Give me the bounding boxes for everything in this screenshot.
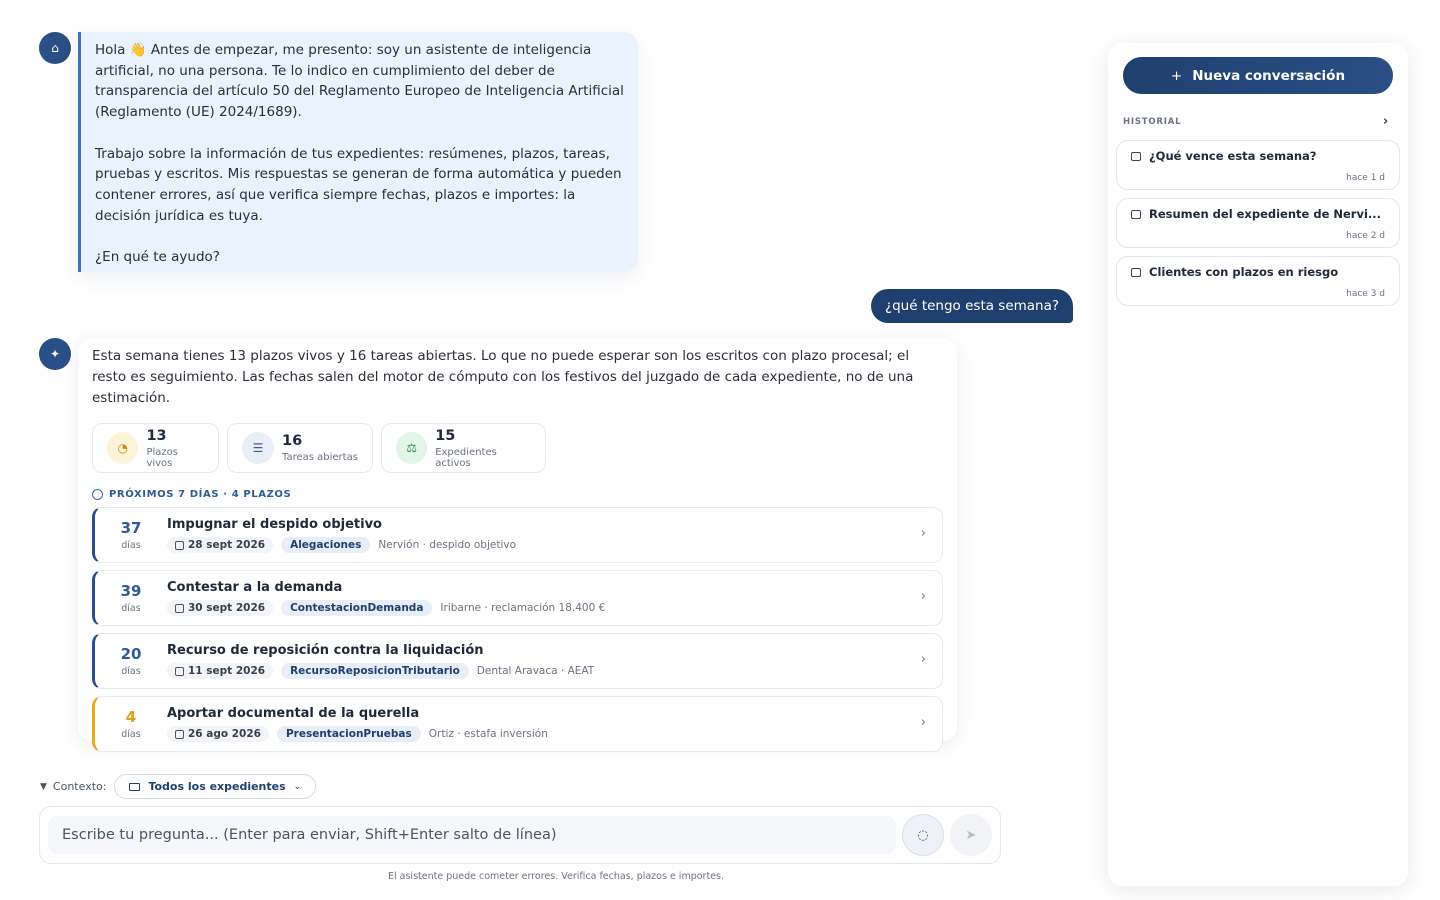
gavel-icon: ⚖ [396,432,427,464]
stat-value: 16 [282,433,303,449]
stats-row [92,423,943,473]
history-item-time: hace 1 d [1346,173,1385,183]
deadline-row[interactable] [92,633,943,689]
deadline-client: Iribarne · reclamación 18.400 € [440,602,606,614]
chat-bubble-icon [1131,152,1141,161]
chevron-right-icon[interactable]: › [920,526,926,541]
stat-value: 15 [435,427,456,444]
assistant-answer [78,338,957,741]
deadline-date [167,537,273,553]
history-item-title: Resumen del expediente de Nervi... [1149,207,1382,221]
deadline-days [95,646,167,677]
clock-icon [92,489,103,500]
send-button[interactable] [950,814,992,856]
context-select[interactable] [114,774,316,799]
new-conversation-label: Nueva conversación [1192,67,1346,84]
deadline-days-number: 37 [120,518,142,537]
deadline-days [95,520,167,551]
sparkle-icon: ✦ [49,347,61,361]
deadline-date-label: 11 sept 2026 [188,665,266,677]
context-bar [40,774,316,799]
deadline-title: Impugnar el despido objetivo [167,517,382,532]
deadline-days-unit: días [121,665,141,677]
plus-icon: + [1170,67,1183,84]
chat-bubble-icon [1131,268,1141,277]
new-conversation-button[interactable] [1123,57,1393,94]
calendar-icon [175,604,184,613]
deadline-days-number: 20 [120,644,142,663]
composer [39,806,1001,864]
deadline-client: Dental Aravaca · AEAT [476,665,595,677]
deadline-days-number: 4 [125,707,137,726]
chevron-right-icon[interactable]: › [920,589,926,604]
history-title: HISTORIAL [1123,116,1182,127]
deadline-date [167,600,273,616]
chevron-down-icon: ⌄ [293,781,302,792]
assistant-avatar [39,338,71,370]
folder-icon [129,783,140,791]
deadline-date-label: 30 sept 2026 [188,602,266,614]
deadline-date-label: 28 sept 2026 [188,539,266,551]
filter-icon: ▼ [40,781,47,792]
deadline-days [95,583,167,614]
deadline-type-badge: Alegaciones [281,537,370,553]
question-input[interactable]: Escribe tu pregunta... (Enter para enviar, Shift+Enter salto de línea) [48,816,896,854]
deadline-date [167,726,269,742]
deadline-days-number: 39 [120,581,142,600]
history-item[interactable] [1116,140,1400,190]
deadline-client: Nervión · despido objetivo [378,539,517,551]
deadline-row[interactable] [92,696,943,752]
deadline-type-badge: ContestacionDemanda [281,600,432,616]
history-item[interactable] [1116,198,1400,248]
deadline-title: Aportar documental de la querella [167,706,420,721]
history-sidebar [1108,43,1408,886]
deadline-title: Contestar a la demanda [167,580,343,595]
deadline-type-badge: RecursoReposicionTributario [281,663,469,679]
calendar-icon [175,667,184,676]
intro-paragraph: Hola 👋 Antes de empezar, me presento: soy un asistente de inteligencia artificial, no una persona. Te lo indico en cumplimiento del deber de transparencia del artículo 50 del Reglamento Europeo de Inteligencia Artificial (Reglamento (UE) 2024/1689). [95,42,624,121]
upcoming-heading-label: PRÓXIMOS 7 DÍAS · 4 PLAZOS [109,489,292,500]
bot-icon: ⌂ [51,41,59,55]
disclaimer: El asistente puede cometer errores. Verifica fechas, plazos e importes. [388,871,724,882]
answer-lead: Esta semana tienes 13 plazos vivos y 16 tareas abiertas. Lo que no puede esperar son los escritos con plazo procesal; el resto es seguimiento. Las fechas salen del motor de cómputo con los festivos del juzgado de cada expediente, no de una estimación. [92,348,914,406]
timer-icon: ◔ [107,432,138,464]
deadline-days [95,709,167,740]
deadline-title: Recurso de reposición contra la liquidación [167,643,484,658]
checklist-icon: ☰ [242,432,274,464]
history-item-title: ¿Qué vence esta semana? [1149,149,1317,163]
deadline-type-badge: PresentacionPruebas [277,726,421,742]
calendar-icon [175,730,184,739]
history-item-title: Clientes con plazos en riesgo [1149,265,1339,279]
intro-paragraph: ¿En qué te ayudo? [95,249,220,265]
deadline-client: Ortiz · estafa inversión [428,728,548,740]
deadline-days-unit: días [121,728,141,740]
context-label: Contexto: [52,780,107,793]
deadline-days-unit: días [121,602,141,614]
user-message: ¿qué tengo esta semana? [871,289,1073,323]
stat-value: 13 [146,427,167,444]
stat-label: Tareas abiertas [282,452,358,463]
deadline-row[interactable] [92,507,943,563]
history-header [1123,114,1389,129]
deadline-date-label: 26 ago 2026 [188,728,261,740]
chat-bubble-icon [1131,210,1141,219]
intro-paragraph: Trabajo sobre la información de tus expedientes: resúmenes, plazos, tareas, pruebas y escritos. Mis respuestas se generan de forma automática y pueden contener errores, así que verifica siempre fechas, plazos e importes: la decisión jurídica es tuya. [95,145,622,224]
voice-button[interactable] [902,814,944,856]
stat-card [381,423,546,473]
loading-icon: ◌ [917,827,929,843]
upcoming-heading [92,489,943,500]
stat-label: Expedientes activos [435,446,497,469]
deadline-row[interactable] [92,570,943,626]
stat-label: Plazos vivos [146,446,178,469]
history-item[interactable] [1116,256,1400,306]
chevron-right-icon[interactable]: › [920,715,926,730]
send-icon: ➤ [965,827,977,843]
chevron-right-icon[interactable]: › [920,652,926,667]
assistant-intro-message [78,32,638,272]
assistant-avatar [39,32,71,64]
history-item-time: hace 3 d [1346,289,1385,299]
context-label-group [40,780,106,793]
history-item-time: hace 2 d [1346,231,1385,241]
stat-card [92,423,219,473]
deadline-days-unit: días [121,539,141,551]
stat-card [227,423,373,473]
calendar-icon [175,541,184,550]
context-select-value: Todos los expedientes [148,780,286,793]
chevron-right-icon[interactable]: › [1382,114,1389,129]
deadline-date [167,663,273,679]
